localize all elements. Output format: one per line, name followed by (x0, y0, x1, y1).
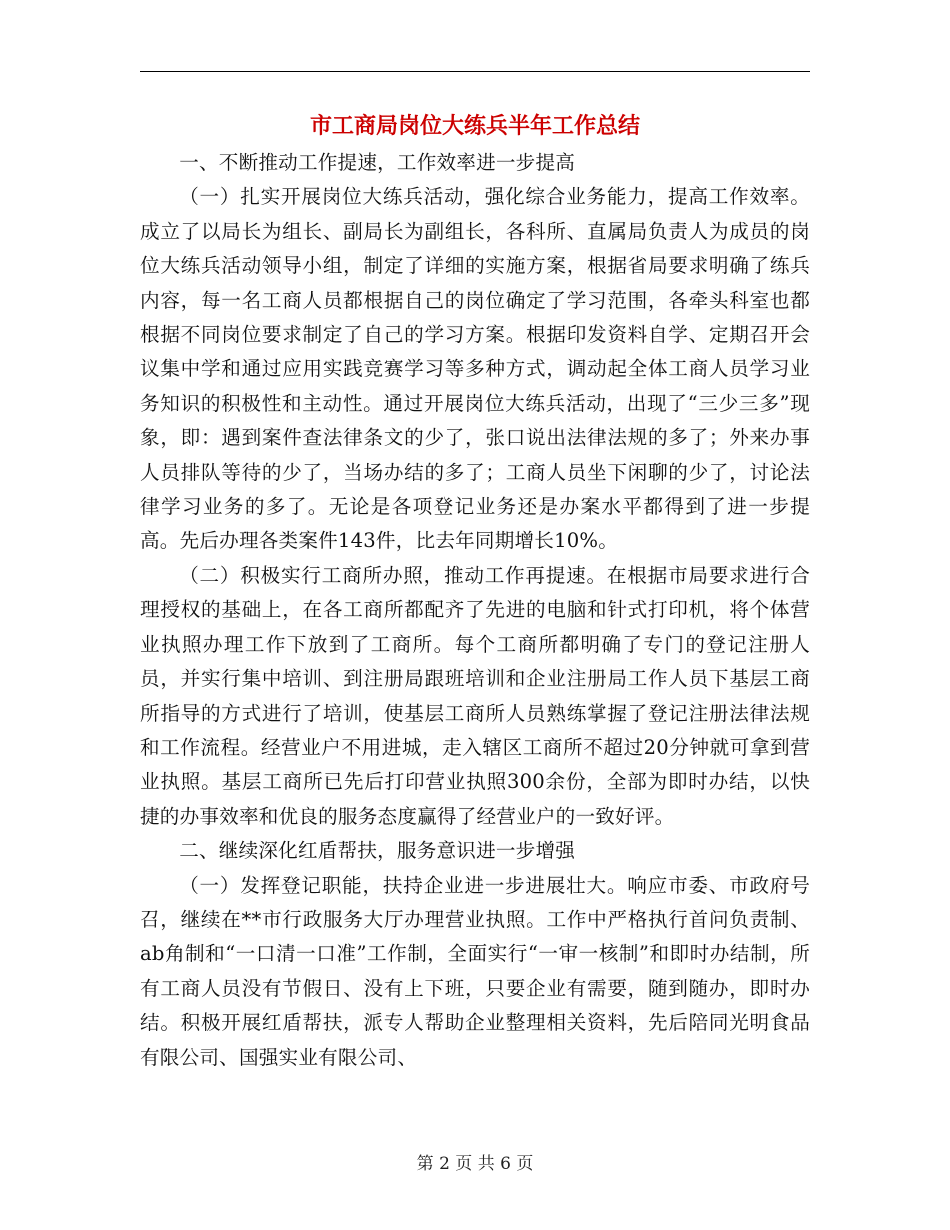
document-body (140, 108, 810, 1075)
paragraph-1-2: （二）积极实行工商所办照，推动工作再提速。在根据市局要求进行合理授权的基础上，在各工商所都配齐了先进的电脑和针式打印机，将个体营业执照办理工作下放到了工商所。每个工商所都明确了专门的登记注册人员，并实行集中培训、到注册局跟班培训和企业注册局工作人员下基层工商所指导的方式进行了培训，使基层工商所人员熟练掌握了登记注册法律法规和工作流程。经营业户不用进城，走入辖区工商所不超过20分钟就可拿到营业执照。基层工商所已先后打印营业执照300余份，全部为即时办结，以快捷的办事效率和优良的服务态度赢得了经营业户的一致好评。 (140, 563, 810, 828)
document-title: 市工商局岗位大练兵半年工作总结 (309, 113, 640, 139)
page-number-footer: 第 2 页 共 6 页 (416, 1154, 534, 1174)
paragraph-2-1: （一）发挥登记职能，扶持企业进一步进展壮大。响应市委、市政府号召，继续在**市行政服务大厅办理营业执照。工作中严格执行首问负责制、ab角制和“一口清一口准”工作制，全面实行“一审一核制”和即时办结制，所有工商人员没有节假日、没有上下班，只要企业有需要，随到随办，即时办结。积极开展红盾帮扶，派专人帮助企业整理相关资料，先后陪同光明食品有限公司、国强实业有限公司、 (140, 873, 810, 1069)
header-rule (140, 71, 810, 72)
section-heading-1: 一、不断推动工作提速，工作效率进一步提高 (179, 151, 576, 174)
section-heading-2: 二、继续深化红盾帮扶，服务意识进一步增强 (179, 839, 576, 863)
paragraph-1-1: （一）扎实开展岗位大练兵活动，强化综合业务能力，提高工作效率。成立了以局长为组长、副局长为副组长，各科所、直属局负责人为成员的岗位大练兵活动领导小组，制定了详细的实施方案，根据省局要求明确了练兵内容，每一名工商人员都根据自己的岗位确定了学习范围，各牵头科室也都根据不同岗位要求制定了自己的学习方案。根据印发资料自学、定期召开会议集中学和通过应用实践竞赛学习等多种方式，调动起全体工商人员学习业务知识的积极性和主动性。通过开展岗位大练兵活动，出现了“三少三多”现象，即：遇到案件查法律条文的少了，张口说出法律法规的多了；外来办事人员排队等待的少了，当场办结的多了；工商人员坐下闲聊的少了，讨论法律学习业务的多了。无论是各项登记业务还是办案水平都得到了进一步提高。先后办理各类案件143件，比去年同期增长10%。 (140, 185, 810, 553)
